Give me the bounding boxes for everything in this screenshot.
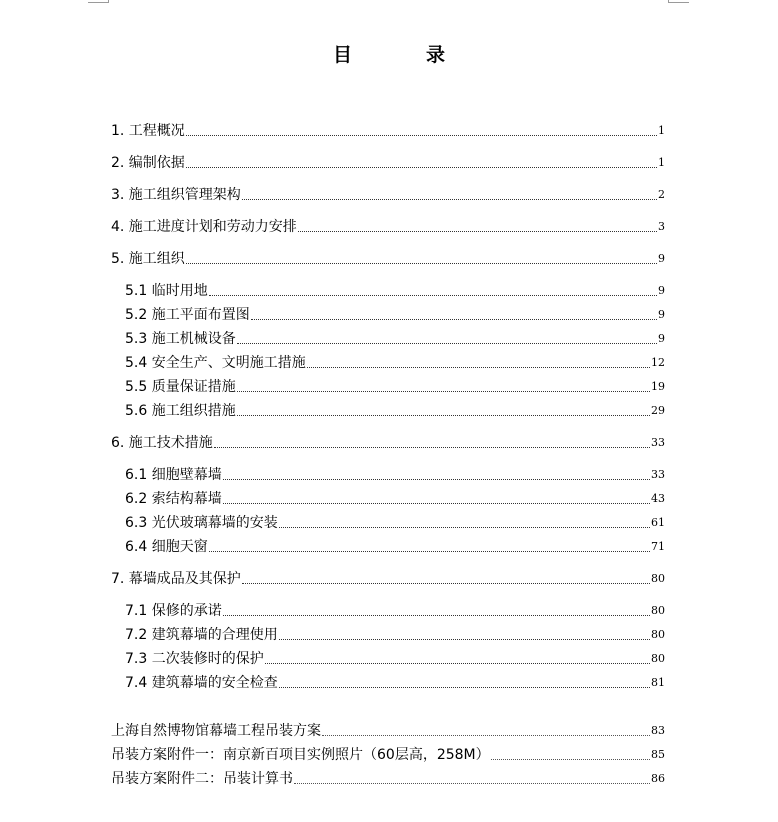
toc-label: 5.3 施工机械设备: [125, 331, 236, 347]
toc-label: 6.3 光伏玻璃幕墙的安装: [125, 515, 278, 531]
toc-label: 5.6 施工组织措施: [125, 403, 236, 419]
toc-entry-5-5[interactable]: [125, 376, 665, 396]
dot-leader: [237, 342, 657, 344]
toc-page: 9: [658, 308, 665, 321]
toc-page: 80: [651, 604, 665, 617]
toc-label: 7.1 保修的承诺: [125, 603, 222, 619]
dot-leader: [279, 686, 650, 688]
toc-page: 83: [651, 724, 665, 737]
toc-entry-4[interactable]: [111, 216, 665, 236]
toc-entry-2[interactable]: [111, 152, 665, 172]
toc-page: 80: [651, 628, 665, 641]
toc-entry-5-4[interactable]: [125, 352, 665, 372]
toc-entry-7-4[interactable]: [125, 672, 665, 692]
toc-label: 6. 施工技术措施: [111, 435, 213, 451]
dot-leader: [294, 782, 650, 784]
toc-entry-6[interactable]: [111, 432, 665, 452]
toc-label: 6.4 细胞天窗: [125, 539, 208, 555]
toc-entry-6-2[interactable]: [125, 488, 665, 508]
toc-page: 71: [651, 540, 665, 553]
toc-page: 43: [651, 492, 665, 505]
dot-leader: [223, 502, 650, 504]
toc-entry-appendix-1[interactable]: [111, 744, 665, 764]
dot-leader: [209, 294, 657, 296]
dot-leader: [251, 318, 657, 320]
toc-page: 61: [651, 516, 665, 529]
dot-leader: [265, 662, 650, 664]
toc-entry-5-3[interactable]: [125, 328, 665, 348]
toc-label: 5.1 临时用地: [125, 283, 208, 299]
toc-page: 80: [651, 572, 665, 585]
dot-leader: [237, 414, 650, 416]
toc-entry-5-1[interactable]: [125, 280, 665, 300]
toc-label: 6.2 索结构幕墙: [125, 491, 222, 507]
toc-entry-hoisting-plan[interactable]: [111, 720, 665, 740]
toc-label: 6.1 细胞壁幕墙: [125, 467, 222, 483]
toc-entry-7-2[interactable]: [125, 624, 665, 644]
toc-page: 9: [658, 284, 665, 297]
dot-leader: [242, 582, 650, 584]
toc-entry-6-1[interactable]: [125, 464, 665, 484]
toc-entry-5-6[interactable]: [125, 400, 665, 420]
toc-page: 1: [658, 156, 665, 169]
toc-page: 80: [651, 652, 665, 665]
dot-leader: [223, 614, 650, 616]
toc-label: 吊装方案附件一：南京新百项目实例照片（60层高，258M）: [111, 747, 490, 763]
toc-label: 5.4 安全生产、文明施工措施: [125, 355, 306, 371]
dot-leader: [186, 134, 657, 136]
toc-label: 5. 施工组织: [111, 251, 185, 267]
toc-entry-7[interactable]: [111, 568, 665, 588]
toc-page: 19: [651, 380, 665, 393]
toc-entry-7-1[interactable]: [125, 600, 665, 620]
dot-leader: [214, 446, 650, 448]
toc-page: 9: [658, 252, 665, 265]
toc-label: 7.2 建筑幕墙的合理使用: [125, 627, 278, 643]
dot-leader: [237, 390, 650, 392]
toc-page: 81: [651, 676, 665, 689]
dot-leader: [279, 526, 650, 528]
dot-leader: [279, 638, 650, 640]
toc-entry-appendix-2[interactable]: [111, 768, 665, 788]
toc-label: 5.2 施工平面布置图: [125, 307, 250, 323]
toc-entry-6-3[interactable]: [125, 512, 665, 532]
toc-label: 5.5 质量保证措施: [125, 379, 236, 395]
toc-entry-1[interactable]: [111, 120, 665, 140]
page-corner-mark-left: [88, 0, 109, 3]
toc-entry-7-3[interactable]: [125, 648, 665, 668]
dot-leader: [223, 478, 650, 480]
toc-label: 3. 施工组织管理架构: [111, 187, 241, 203]
toc-label: 吊装方案附件二：吊装计算书: [111, 771, 293, 787]
toc-entry-6-4[interactable]: [125, 536, 665, 556]
title-char-1: 目: [332, 44, 352, 66]
dot-leader: [209, 550, 650, 552]
toc-entry-5-2[interactable]: [125, 304, 665, 324]
toc-label: 4. 施工进度计划和劳动力安排: [111, 219, 297, 235]
toc-page: 29: [651, 404, 665, 417]
dot-leader: [242, 198, 657, 200]
toc-page: 9: [658, 332, 665, 345]
title-char-2: 录: [426, 44, 446, 66]
dot-leader: [307, 366, 650, 368]
toc-page: 1: [658, 124, 665, 137]
toc-page: 86: [651, 772, 665, 785]
toc-page: 33: [651, 436, 665, 449]
toc-label: 1. 工程概况: [111, 123, 185, 139]
dot-leader: [491, 758, 650, 760]
toc-label: 7.4 建筑幕墙的安全检查: [125, 675, 278, 691]
toc-label: 7.3 二次装修时的保护: [125, 651, 264, 667]
toc-entry-5[interactable]: [111, 248, 665, 268]
toc-label: 上海自然博物馆幕墙工程吊装方案: [111, 723, 321, 739]
dot-leader: [186, 166, 657, 168]
toc-entry-3[interactable]: [111, 184, 665, 204]
toc-page: 12: [651, 356, 665, 369]
toc-page: 3: [658, 220, 665, 233]
page-corner-mark-right: [668, 0, 689, 3]
toc-page: 33: [651, 468, 665, 481]
dot-leader: [322, 734, 650, 736]
toc-page: 2: [658, 188, 665, 201]
dot-leader: [298, 230, 657, 232]
toc-label: 2. 编制依据: [111, 155, 185, 171]
dot-leader: [186, 262, 657, 264]
toc-page: 85: [651, 748, 665, 761]
toc-label: 7. 幕墙成品及其保护: [111, 571, 241, 587]
page-title: [0, 40, 778, 67]
